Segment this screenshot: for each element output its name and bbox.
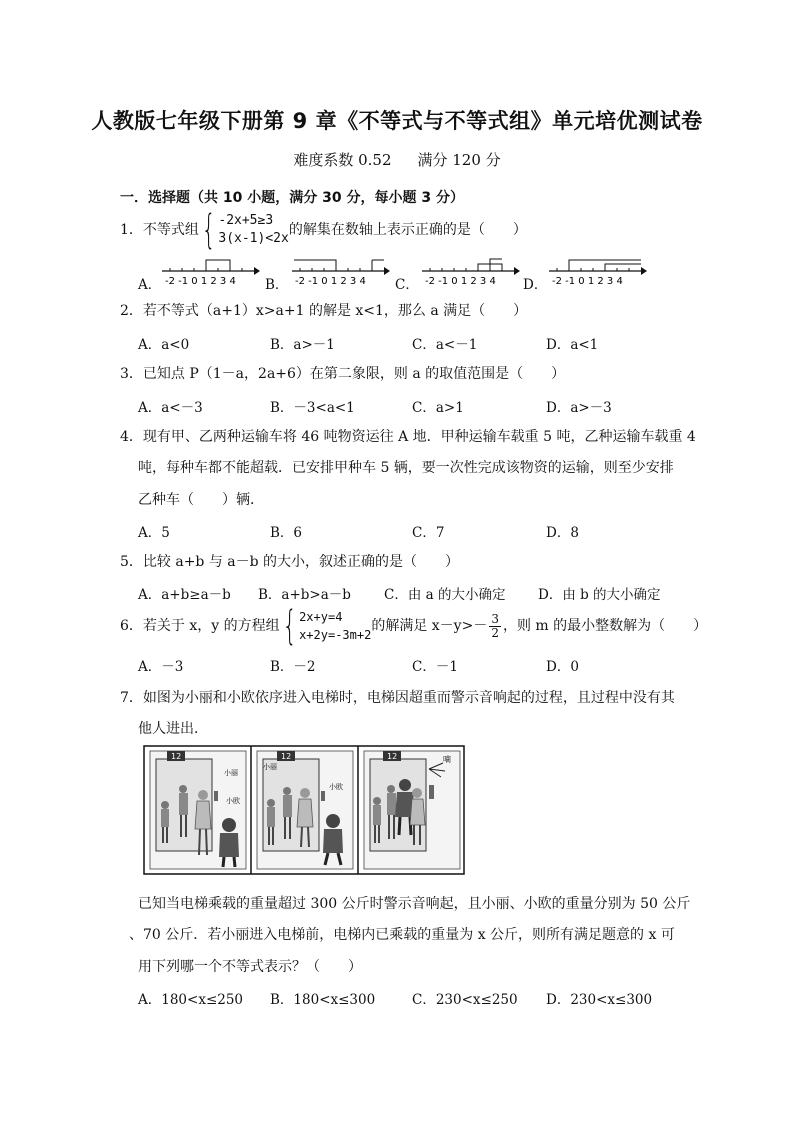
q5-option-c: C．由 a 的大小确定 [384,587,506,603]
q7-option-c: C．230<x≤250 [412,992,518,1008]
question-4-line-1: 4．现有甲、乙两种运输车将 46 吨物资运往 A 地．甲种运输车载重 5 吨，乙种运输车载重 4 [120,429,696,445]
question-7-desc-3: 用下列哪一个不等式表示？（ ） [138,959,362,975]
question-6 [120,603,708,649]
q1-numberline-a [160,255,260,287]
q7-option-d: D．230<x≤300 [546,992,653,1008]
q4-option-a: A．5 [138,525,170,541]
q1-option-d-label: D． [523,277,548,293]
panel-3-label-beep: 嘀 [443,755,451,764]
section-title: 一．选择题（共 10 小题，满分 30 分，每小题 3 分） [120,190,464,206]
q6-sys-line1: 2x+y=4 [299,610,343,624]
q2-option-c: C．a<－1 [412,337,478,353]
panel-1-label-xiaoou: 小欧 [226,797,240,805]
q6-frac-den: 2 [491,625,499,640]
q3-option-b: B．－3<a<1 [270,400,355,416]
q6-fraction [489,613,501,640]
q3-option-d: D．a>－3 [546,400,612,416]
q4-option-d: D．8 [546,525,579,541]
q1-sys-line2: 3(x-1)<2x [218,231,289,246]
q2-option-a: A．a<0 [138,337,190,353]
q3-option-c: C．a>1 [412,400,464,416]
full-score-label: 满分 120 分 [417,151,501,169]
q1-numberline-b [290,255,390,287]
q2-option-d: D．a<1 [546,337,599,353]
question-7-desc-2: 、70 公斤．若小丽进入电梯前，电梯内已乘载的重量为 x 公斤，则所有满足题意的 x 可 [129,927,675,943]
q6-option-d: D．0 [546,659,579,675]
question-1 [120,207,527,253]
q6-option-a: A．－3 [138,659,184,675]
elevator-panel-3 [364,751,460,869]
q6-suffix: ，则 m 的最小整数解为（ ） [502,618,708,634]
q3-option-a: A．a<－3 [138,400,203,416]
exam-meta [0,149,794,170]
difficulty-label: 难度系数 0.52 [293,151,392,169]
q1-system [199,207,289,253]
question-2: 2．若不等式（a+1）x>a+1 的解是 x<1，那么 a 满足（ ） [120,303,528,319]
q7-option-a: A．180<x≤250 [138,992,244,1008]
question-3: 3．已知点 P（1－a，2a+6）在第二象限，则 a 的取值范围是（ ） [120,366,566,382]
q1-option-b-label: B． [265,277,289,293]
q1-axis-ticks-d: -2 -1 0 1 2 3 4 [552,276,623,287]
q2-option-b: B．a>－1 [270,337,335,353]
question-4-line-3: 乙种车（ ）辆． [138,492,264,508]
q1-sys-line1: -2x+5≥3 [218,213,274,228]
question-7-line-1: 7．如图为小丽和小欧依序进入电梯时，电梯因超重而警示音响起的过程，且过程中没有其 [120,690,675,706]
question-7-desc-1: 已知当电梯乘载的重量超过 300 公斤时警示音响起，且小丽、小欧的重量分别为 50 公斤 [138,896,691,912]
question-4-line-2: 吨，每种车都不能超载．已安排甲种车 5 辆，要一次性完成该物资的运输，则至少安排 [138,460,674,476]
panel-2-floor: 12 [281,752,292,761]
question-5: 5．比较 a+b 与 a－b 的大小，叙述正确的是（ ） [120,554,460,570]
q1-suffix: 的解集在数轴上表示正确的是（ ） [288,222,527,238]
panel-1-label-xiaoli: 小丽 [224,769,238,777]
q1-number: 1． [120,222,143,238]
q5-option-d: D．由 b 的大小确定 [538,587,661,603]
q6-mid: 的解满足 x－y>－ [371,618,488,634]
elevator-panel-2 [257,751,353,869]
q4-option-b: B．6 [270,525,303,541]
q4-option-c: C．7 [412,525,445,541]
q1-option-a-label: A． [138,277,162,293]
q6-option-b: B．－2 [270,659,316,675]
q1-option-c-label: C． [395,277,419,293]
q1-axis-ticks-c: -2 -1 0 1 2 3 4 [425,276,496,287]
q1-numberline-c [420,255,520,287]
page-title: 人教版七年级下册第 9 章《不等式与不等式组》单元培优测试卷 [91,109,703,133]
q1-axis-ticks-a: -2 -1 0 1 2 3 4 [165,276,236,287]
elevator-panel-1 [150,751,246,869]
panel-2-label-xiaoli: 小丽 [263,763,277,771]
panel-2-label-xiaoou: 小欧 [329,783,343,791]
q1-numberline-d [547,255,647,287]
q6-frac-num: 3 [491,611,499,626]
question-7-line-2: 他人进出． [138,721,208,737]
elevator-illustration [143,745,465,875]
q5-option-a: A．a+b≥a－b [138,587,231,603]
q5-option-b: B．a+b>a－b [258,587,351,603]
q6-system [280,603,372,649]
q7-option-b: B．180<x≤300 [270,992,376,1008]
panel-1-floor: 12 [171,752,182,761]
q6-option-c: C．－1 [412,659,458,675]
brace-icon: { [282,603,297,649]
brace-icon: { [201,207,216,253]
panel-3-floor: 12 [387,752,398,761]
q6-prefix: 6．若关于 x，y 的方程组 [120,618,280,634]
q1-prefix: 不等式组 [142,222,199,238]
q6-sys-line2: x+2y=-3m+2 [299,628,372,642]
q1-axis-ticks-b: -2 -1 0 1 2 3 4 [295,276,366,287]
